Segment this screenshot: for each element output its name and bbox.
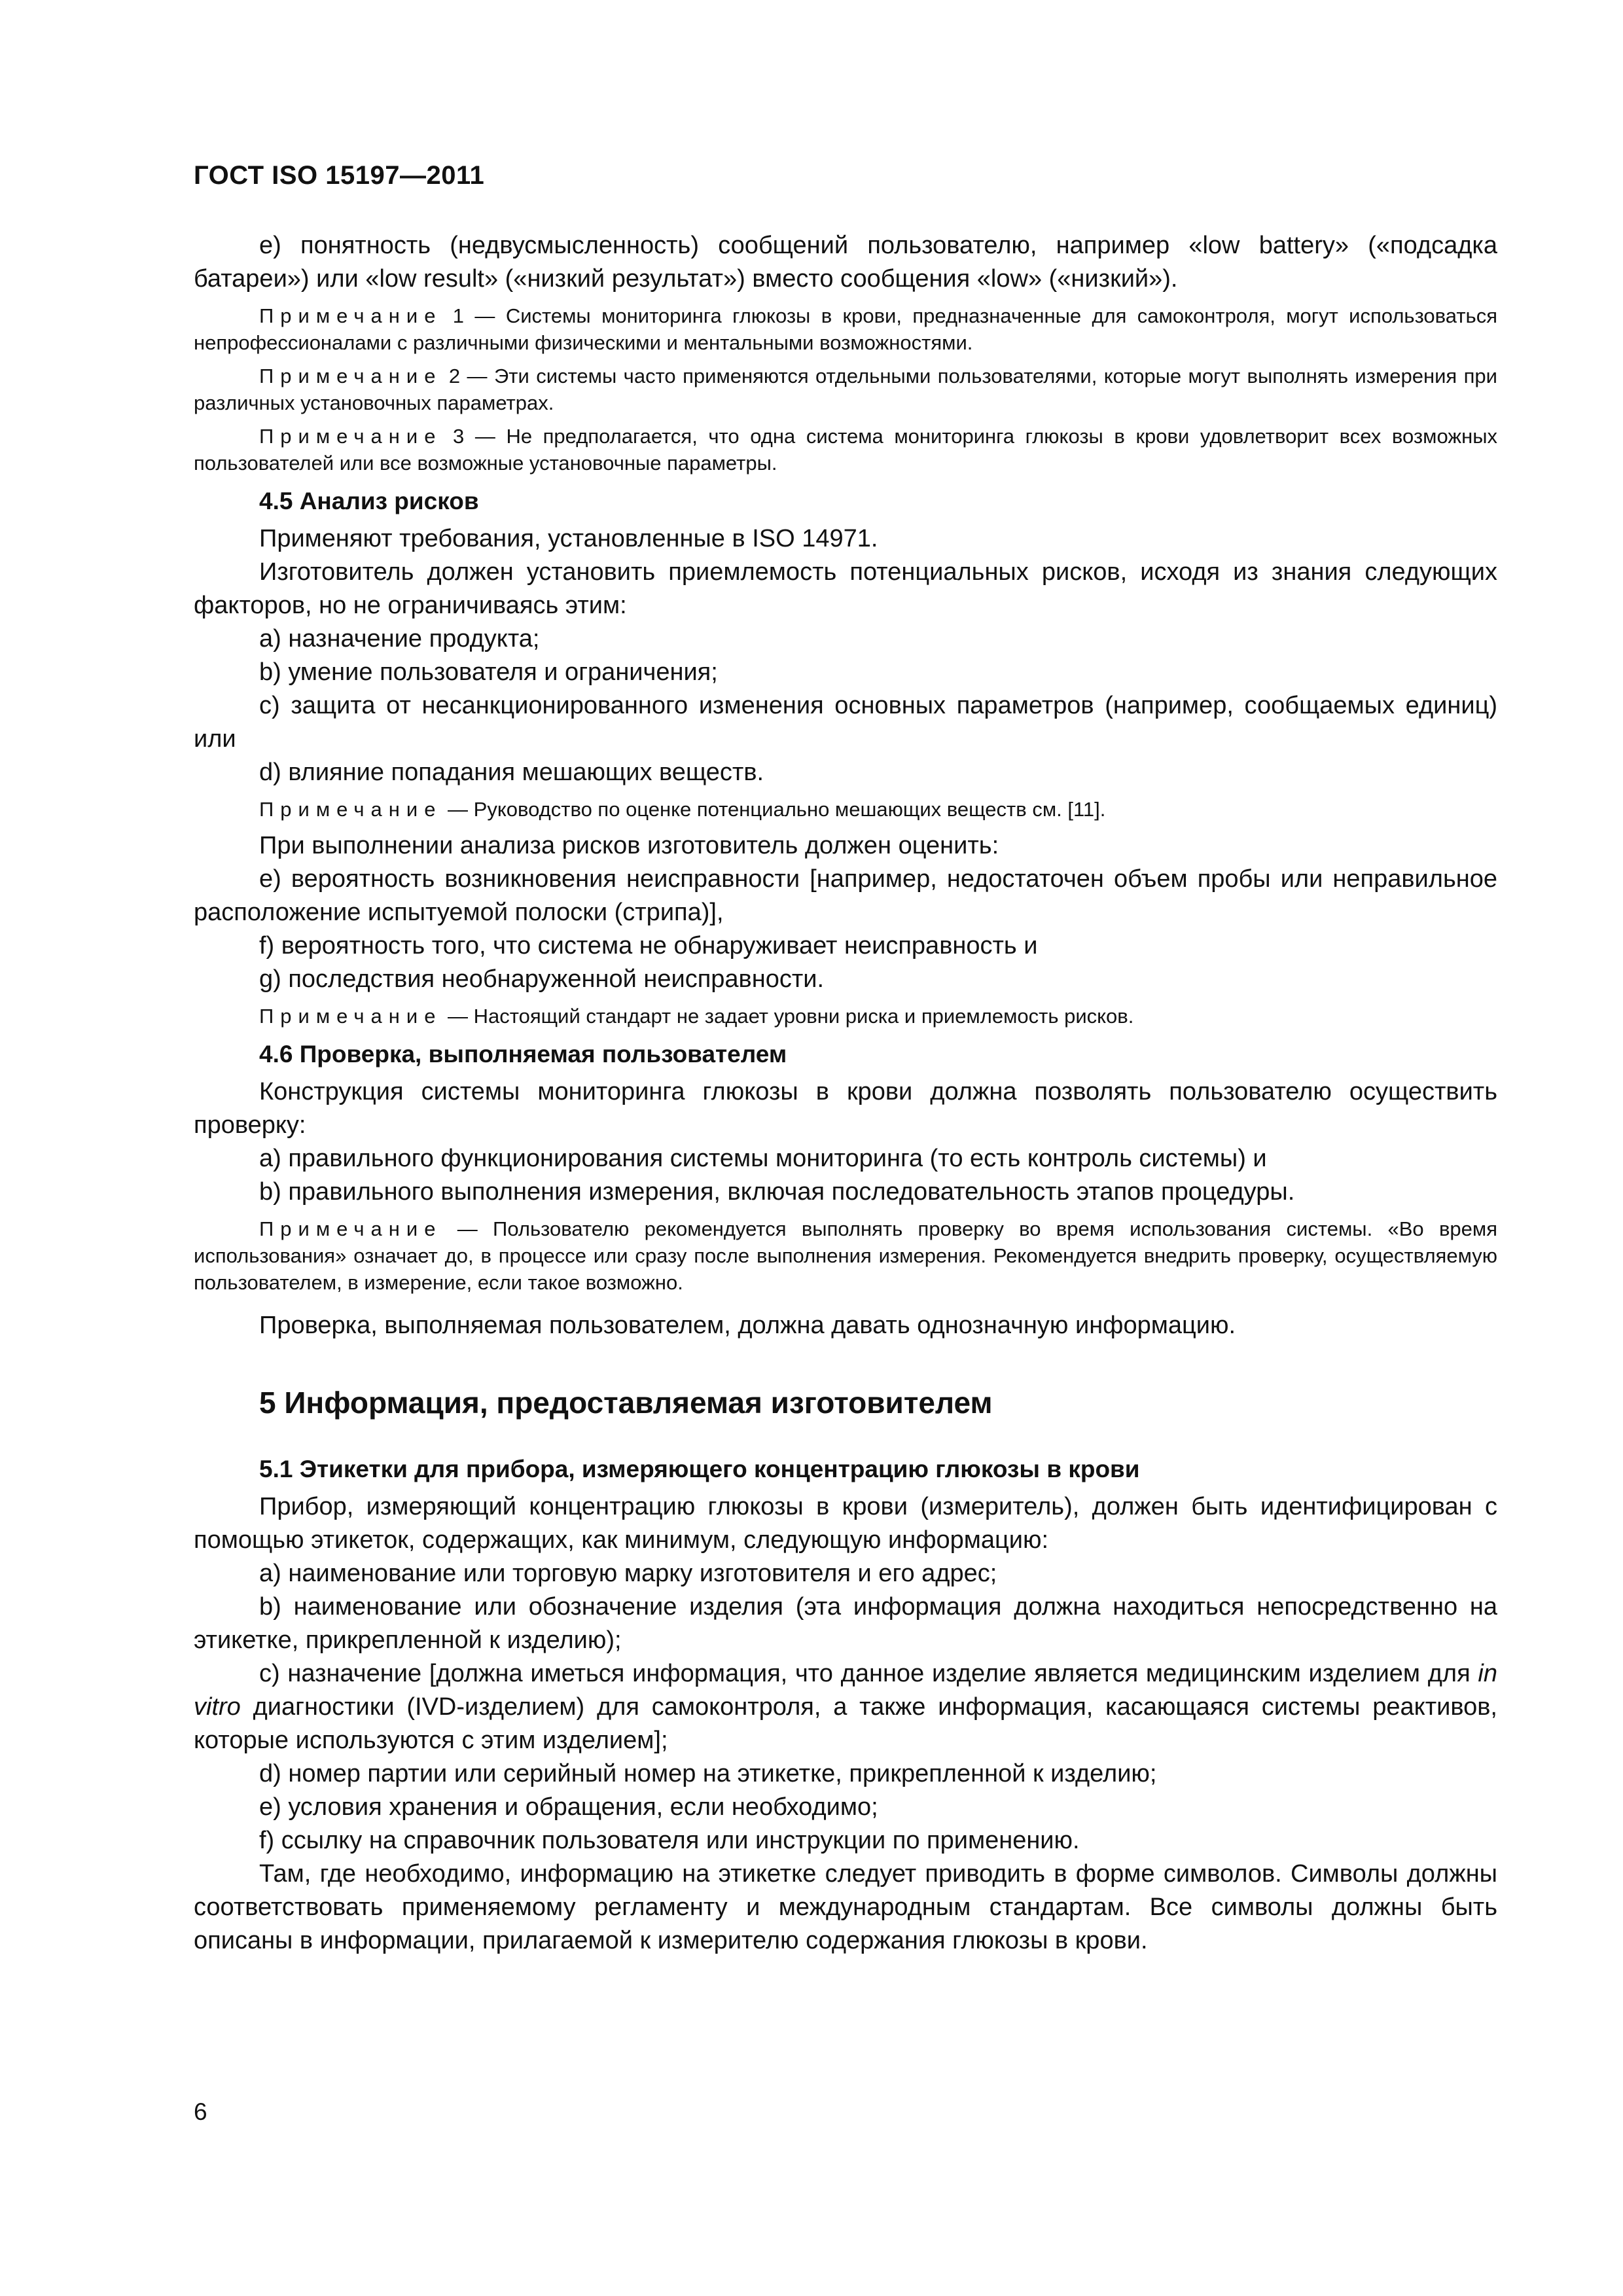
list-item: e) условия хранения и обращения, если необходимо; [259,1793,878,1821]
page-content [194,229,1497,1958]
note-label: Примечание [259,365,442,387]
paragraph: Применяют требования, установленные в ISO 14971. [259,525,878,552]
list-item: c) защита от несанкционированного изменения основных параметров (например, сообщаемых единиц) или [194,692,1497,753]
list-item-e: e) понятность (недвусмысленность) сообщений пользователю, например «low battery» («подсадка батареи») или «low result» («низкий результат») вместо сообщения «low» («низкий»). [194,232,1497,293]
note-text: Эти системы часто применяются отдельными пользователями, которые могут выполнять измерения при различных установочных параметрах. [194,365,1497,414]
note-2 [194,363,1497,416]
note-label: Примечание [259,304,442,327]
note-label: Примечание [259,1005,442,1028]
note-5 [194,1003,1497,1030]
list-item: a) наименование или торговую марку изготовителя и его адрес; [259,1560,997,1587]
note-text: — Настоящий стандарт не задает уровни риска и приемлемость рисков. [442,1005,1134,1028]
italic-term: in vitro [194,1660,1497,1721]
paragraph: Изготовитель должен установить приемлемость потенциальных рисков, исходя из знания следующих факторов, но не ограничиваясь этим: [194,558,1497,619]
paragraph: При выполнении анализа рисков изготовитель должен оценить: [259,832,999,859]
note-4 [194,796,1497,823]
text-segment: c) назначение [должна иметься информация, что данное изделие является медицинским изделием для [259,1660,1478,1687]
list-item: e) вероятность возникновения неисправности [например, недостаточен объем пробы или неправильное расположение испытуемой полоски (стрипа)], [194,865,1497,926]
list-item: a) правильного функционирования системы мониторинга (то есть контроль системы) и [259,1145,1267,1172]
note-label: Примечание [259,425,442,448]
note-text: Системы мониторинга глюкозы в крови, предназначенные для самоконтроля, могут использоваться непрофессионалами с различными физическими и ментальными возможностями. [194,304,1497,354]
document-header: ГОСТ ISO 15197—2011 [194,161,485,190]
paragraph: Проверка, выполняемая пользователем, должна давать однозначную информацию. [259,1312,1236,1339]
note-text: Не предполагается, что одна система мониторинга глюкозы в крови удовлетворит всех возможных пользователей или все возможные установочные параметры. [194,425,1497,475]
note-3 [194,423,1497,476]
note-number: 3 — [442,425,507,448]
note-1 [194,302,1497,356]
note-text: — Руководство по оценке потенциально мешающих веществ см. [11]. [442,798,1106,821]
note-label: Примечание [259,1217,442,1240]
list-item [194,1657,1497,1757]
list-item: f) ссылку на справочник пользователя или инструкции по применению. [259,1827,1080,1854]
paragraph: Конструкция системы мониторинга глюкозы в крови должна позволять пользователю осуществить проверку: [194,1078,1497,1139]
list-item: d) влияние попадания мешающих веществ. [259,759,764,786]
section-heading-5-1: 5.1 Этикетки для прибора, измеряющего концентрацию глюкозы в крови [259,1456,1140,1482]
note-label: Примечание [259,798,442,821]
page-number: 6 [194,2098,207,2125]
section-heading-5: 5 Информация, предоставляемая изготовителем [259,1386,993,1420]
list-item: g) последствия необнаруженной неисправности. [259,965,825,993]
paragraph: Там, где необходимо, информацию на этикетке следует приводить в форме символов. Символы должны соответствовать применяемому регламенту и международным стандартам. Все символы должны быть описаны в информации, прилагаемой к измерителю содержания глюкозы в крови. [194,1860,1497,1954]
section-heading-4-6: 4.6 Проверка, выполняемая пользователем [259,1041,787,1067]
list-item: a) назначение продукта; [259,625,540,653]
list-item: b) правильного выполнения измерения, включая последовательность этапов процедуры. [259,1178,1295,1206]
list-item: b) наименование или обозначение изделия (эта информация должна находиться непосредственно на этикетке, прикрепленной к изделию); [194,1593,1497,1654]
text-segment: диагностики (IVD-изделием) для самоконтроля, а также информация, касающаяся системы реактивов, которые используются с этим изделием]; [194,1693,1497,1754]
note-number: 2 — [442,365,494,387]
list-item: b) умение пользователя и ограничения; [259,658,718,686]
note-text: — Пользователю рекомендуется выполнять проверку во время использования системы. «Во время использования» означает до, в процессе или сразу после выполнения измерения. Рекомендуется внедрить проверку, осуществляемую пользователем, в измерение, если такое возможно. [194,1217,1497,1294]
list-item: d) номер партии или серийный номер на этикетке, прикрепленной к изделию; [259,1760,1157,1787]
section-heading-4-5: 4.5 Анализ рисков [259,488,479,514]
note-6 [194,1215,1497,1296]
note-number: 1 — [442,304,506,327]
list-item: f) вероятность того, что система не обнаруживает неисправность и [259,932,1038,960]
paragraph: Прибор, измеряющий концентрацию глюкозы в крови (измеритель), должен быть идентифицирован с помощью этикеток, содержащих, как минимум, следующую информацию: [194,1493,1497,1554]
